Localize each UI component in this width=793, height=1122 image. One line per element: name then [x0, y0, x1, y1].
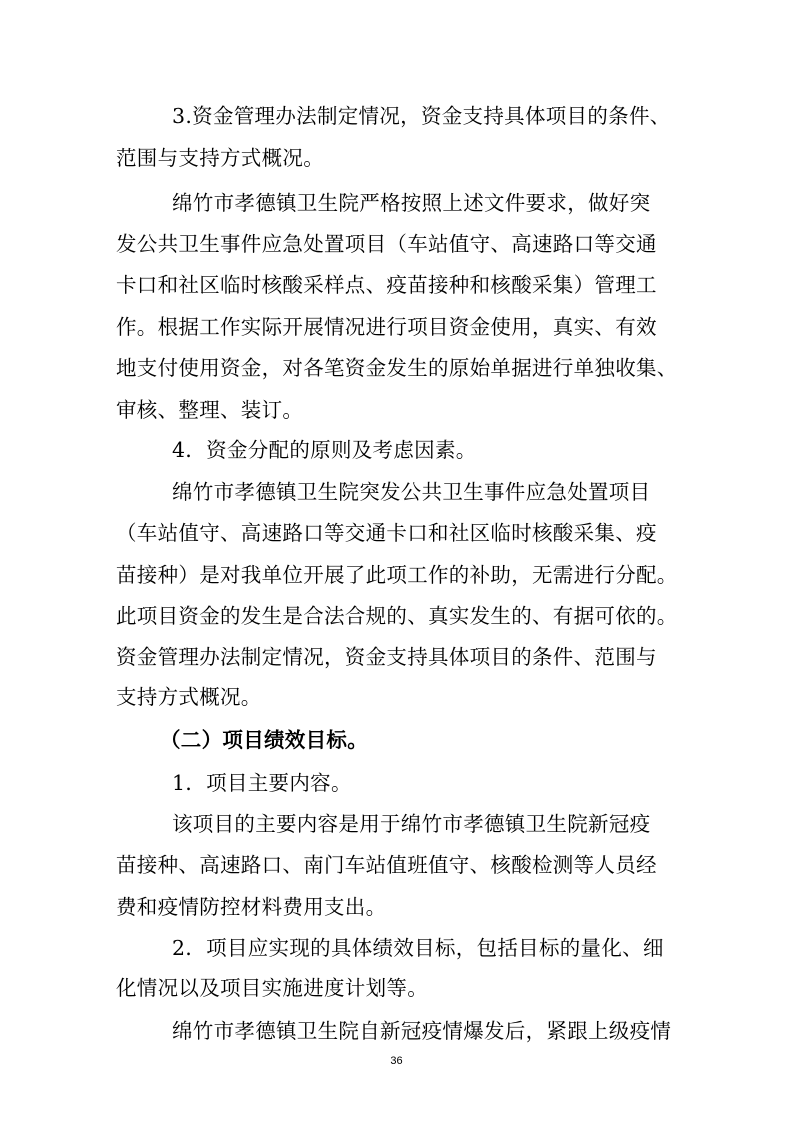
paragraph-line: 资金管理办法制定情况，资金支持具体项目的条件、范围与: [116, 645, 657, 669]
paragraph-line: 该项目的主要内容是用于绵竹市孝德镇卫生院新冠疫: [172, 812, 651, 836]
paragraph-line: 此项目资金的发生是合法合规的、真实发生的、有据可依的。: [116, 604, 678, 628]
page-number: 36: [390, 1055, 403, 1067]
paragraph-line: 绵竹市孝德镇卫生院突发公共卫生事件应急处置项目: [172, 480, 651, 504]
paragraph-line: 支持方式概况。: [116, 685, 262, 709]
paragraph-line: 审核、整理、装订。: [116, 398, 304, 422]
paragraph-line: 绵竹市孝德镇卫生院严格按照上述文件要求，做好突: [172, 191, 651, 215]
paragraph-line: （车站值守、高速路口等交通卡口和社区临时核酸采集、疫: [116, 521, 657, 545]
paragraph-line: 4．资金分配的原则及考虑因素。: [172, 438, 477, 462]
section-heading: （二）项目绩效目标。: [160, 728, 368, 752]
paragraph-line: 范围与支持方式概况。: [116, 146, 324, 170]
paragraph-line: 卡口和社区临时核酸采样点、疫苗接种和核酸采集）管理工: [116, 273, 657, 297]
paragraph-line: 1．项目主要内容。: [172, 771, 352, 795]
paragraph-line: 3.资金管理办法制定情况，资金支持具体项目的条件、: [172, 104, 671, 128]
paragraph-line: 发公共卫生事件应急处置项目（车站值守、高速路口等交通: [116, 232, 657, 256]
paragraph-line: 地支付使用资金，对各笔资金发生的原始单据进行单独收集、: [116, 356, 678, 380]
paragraph-line: 2．项目应实现的具体绩效目标，包括目标的量化、细: [172, 936, 664, 960]
paragraph-line: 苗接种）是对我单位开展了此项工作的补助，无需进行分配。: [116, 563, 678, 587]
paragraph-line: 费和疫情防控材料费用支出。: [116, 895, 387, 919]
paragraph-line: 化情况以及项目实施进度计划等。: [116, 976, 428, 1000]
paragraph-line: 绵竹市孝德镇卫生院自新冠疫情爆发后，紧跟上级疫情: [172, 1019, 672, 1043]
paragraph-line: 苗接种、高速路口、南门车站值班值守、核酸检测等人员经: [116, 853, 657, 877]
paragraph-line: 作。根据工作实际开展情况进行项目资金使用，真实、有效: [116, 315, 657, 339]
